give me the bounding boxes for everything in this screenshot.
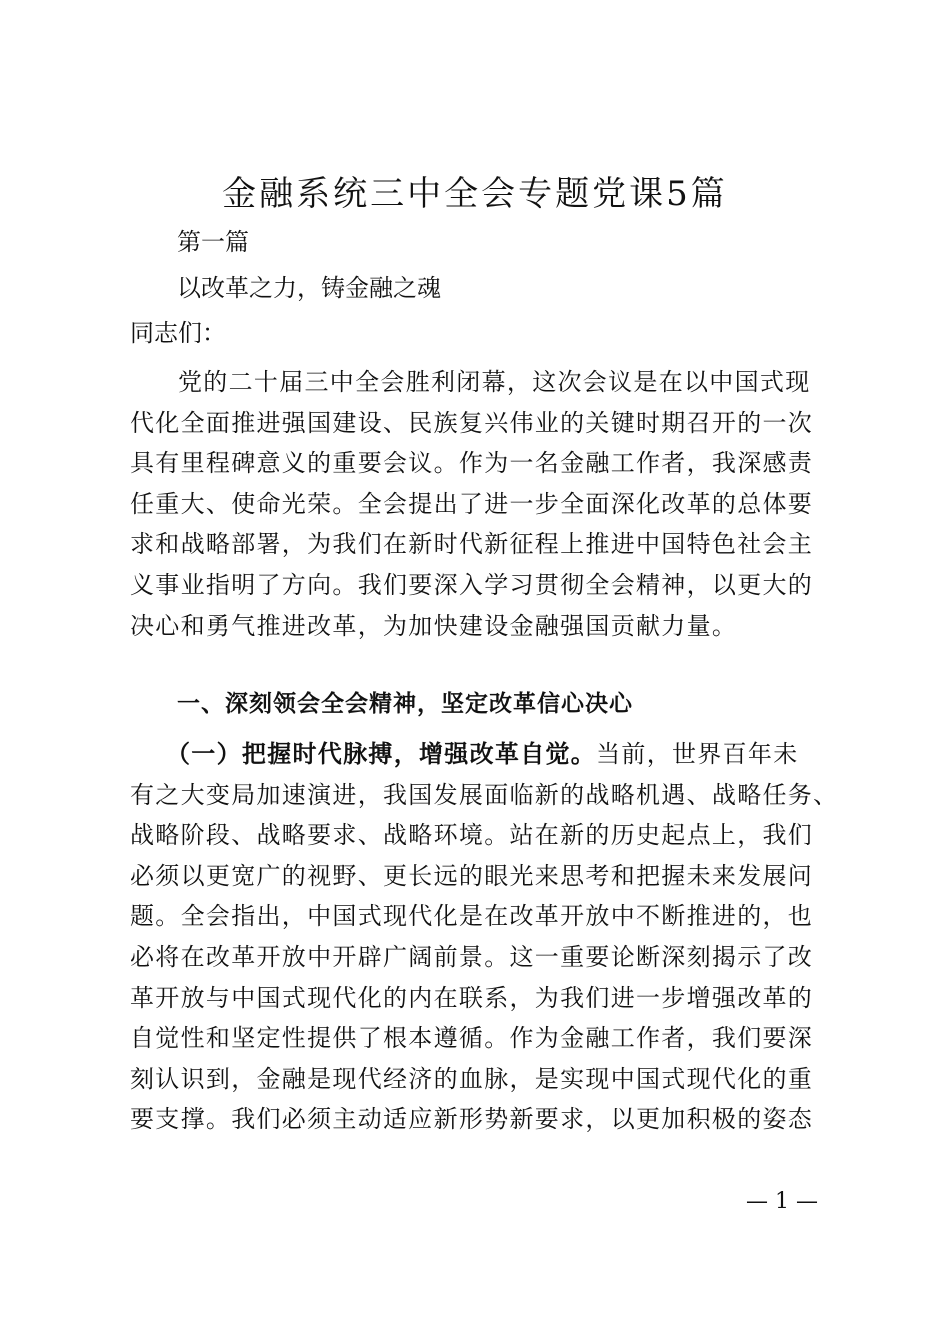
part-label: 第一篇 — [177, 228, 249, 256]
section-heading: 一、深刻领会全会精神，坚定改革信心决心 — [177, 691, 633, 717]
page-number: — 1 — — [746, 1189, 818, 1214]
intro-line: 决心和勇气推进改革，为加快建设金融强国贡献力量。 — [130, 611, 738, 640]
intro-line: 求和战略部署，为我们在新时代新征程上推进中国特色社会主 — [130, 530, 814, 559]
subsection-title: （一）把握时代脉搏，增强改革自觉。 — [166, 739, 597, 768]
subsection-line: 战略阶段、战略要求、战略环境。站在新的历史起点上，我们 — [130, 821, 814, 850]
subsection-line: 必须以更宽广的视野、更长远的眼光来思考和把握未来发展问 — [130, 861, 814, 890]
subsection-first-line-text: 当前，世界百年未 — [596, 740, 799, 768]
document-title: 金融系统三中全会专题党课5篇 — [222, 174, 728, 214]
subsection-line: 要支撑。我们必须主动适应新形势新要求，以更加积极的姿态 — [130, 1105, 814, 1134]
intro-line: 具有里程碑意义的重要会议。作为一名金融工作者，我深感责 — [130, 449, 814, 478]
subsection-paragraph — [130, 734, 839, 1140]
intro-paragraph — [130, 362, 820, 646]
subsection-line: 题。全会指出，中国式现代化是在改革开放中不断推进的，也 — [130, 902, 814, 931]
subsection-first-line — [130, 734, 820, 775]
subsection-line: 自觉性和坚定性提供了根本遵循。作为金融工作者，我们要深 — [130, 1024, 814, 1053]
intro-line: 任重大、使命光荣。全会提出了进一步全面深化改革的总体要 — [130, 489, 814, 518]
intro-line: 代化全面推进强国建设、民族复兴伟业的关键时期召开的一次 — [130, 408, 814, 437]
intro-line: 党的二十届三中全会胜利闭幕，这次会议是在以中国式现 — [178, 368, 811, 396]
salutation: 同志们： — [130, 319, 226, 347]
subsection-line: 刻认识到，金融是现代经济的血脉，是实现中国式现代化的重 — [130, 1064, 814, 1093]
subsection-line: 必将在改革开放中开辟广阔前景。这一重要论断深刻揭示了改 — [130, 942, 814, 971]
subsection-line: 有之大变局加速演进，我国发展面临新的战略机遇、战略任务、 — [130, 780, 839, 809]
speech-subtitle: 以改革之力，铸金融之魂 — [177, 274, 441, 302]
intro-line: 义事业指明了方向。我们要深入学习贯彻全会精神，以更大的 — [130, 570, 814, 599]
subsection-line: 革开放与中国式现代化的内在联系，为我们进一步增强改革的 — [130, 983, 814, 1012]
